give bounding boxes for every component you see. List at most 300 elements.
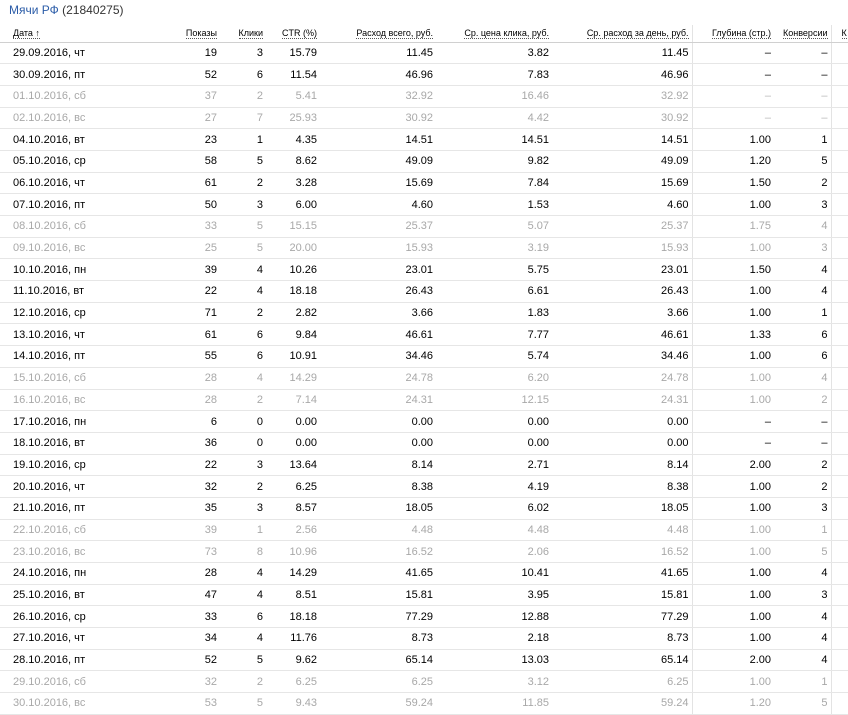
cell-clicks: 6 <box>220 324 266 346</box>
cell-ctr: 10.91 <box>266 346 320 368</box>
cell-clicks: 2 <box>220 671 266 693</box>
col-header-clicks[interactable]: Клики <box>220 25 266 42</box>
cell-clicks: 0 <box>220 411 266 433</box>
cell-spend: 34.46 <box>320 346 436 368</box>
cell-date: 30.10.2016, вс <box>0 693 95 715</box>
cell-clicks: 4 <box>220 367 266 389</box>
campaign-name-link[interactable]: Мячи РФ <box>9 3 59 17</box>
cell-cpc: 4.42 <box>436 107 552 129</box>
cell-ctr: 14.29 <box>266 563 320 585</box>
cell-shows: 34 <box>95 628 220 650</box>
cell-shows: 37 <box>95 85 220 107</box>
cell-spend: 8.14 <box>320 454 436 476</box>
cell-shows: 39 <box>95 259 220 281</box>
cell-cpc: 3.12 <box>436 671 552 693</box>
cell-cpc: 2.06 <box>436 541 552 563</box>
cell-extra <box>831 411 848 433</box>
table-row <box>0 107 848 129</box>
table-row <box>0 259 848 281</box>
cell-depth: 2.00 <box>692 649 774 671</box>
cell-daily: 18.05 <box>552 497 692 519</box>
table-row <box>0 693 848 715</box>
cell-conversions: 4 <box>774 563 831 585</box>
cell-extra <box>831 324 848 346</box>
cell-cpc: 6.02 <box>436 497 552 519</box>
cell-daily: 32.92 <box>552 85 692 107</box>
table-header-row <box>0 25 848 42</box>
cell-depth: 2.00 <box>692 454 774 476</box>
table-row <box>0 671 848 693</box>
cell-extra <box>831 671 848 693</box>
cell-date: 17.10.2016, пн <box>0 411 95 433</box>
cell-extra <box>831 302 848 324</box>
col-header-ctr[interactable]: CTR (%) <box>266 25 320 42</box>
cell-clicks: 4 <box>220 563 266 585</box>
cell-daily: 59.24 <box>552 693 692 715</box>
cell-spend: 25.37 <box>320 216 436 238</box>
cell-daily: 14.51 <box>552 129 692 151</box>
cell-spend: 24.31 <box>320 389 436 411</box>
cell-conversions: 6 <box>774 346 831 368</box>
cell-date: 10.10.2016, пн <box>0 259 95 281</box>
cell-shows: 19 <box>95 42 220 64</box>
cell-date: 29.09.2016, чт <box>0 42 95 64</box>
cell-spend: 4.48 <box>320 519 436 541</box>
cell-depth: 1.50 <box>692 172 774 194</box>
col-header-extra[interactable]: К <box>831 25 848 42</box>
cell-shows: 28 <box>95 367 220 389</box>
cell-cpc: 5.75 <box>436 259 552 281</box>
cell-shows: 32 <box>95 671 220 693</box>
table-row <box>0 150 848 172</box>
cell-cpc: 6.61 <box>436 281 552 303</box>
cell-extra <box>831 519 848 541</box>
cell-daily: 77.29 <box>552 606 692 628</box>
cell-conversions: 5 <box>774 150 831 172</box>
cell-conversions: – <box>774 42 831 64</box>
cell-ctr: 4.35 <box>266 129 320 151</box>
cell-shows: 36 <box>95 432 220 454</box>
cell-date: 29.10.2016, сб <box>0 671 95 693</box>
cell-clicks: 5 <box>220 150 266 172</box>
cell-extra <box>831 649 848 671</box>
cell-extra <box>831 107 848 129</box>
cell-extra <box>831 346 848 368</box>
cell-ctr: 8.57 <box>266 497 320 519</box>
cell-shows: 73 <box>95 541 220 563</box>
cell-extra <box>831 476 848 498</box>
cell-conversions: – <box>774 64 831 86</box>
cell-depth: 1.00 <box>692 628 774 650</box>
cell-cpc: 7.84 <box>436 172 552 194</box>
cell-ctr: 14.29 <box>266 367 320 389</box>
cell-spend: 77.29 <box>320 606 436 628</box>
cell-ctr: 6.25 <box>266 476 320 498</box>
cell-daily: 8.38 <box>552 476 692 498</box>
cell-ctr: 0.00 <box>266 432 320 454</box>
cell-spend: 41.65 <box>320 563 436 585</box>
cell-ctr: 6.25 <box>266 671 320 693</box>
cell-depth: 1.00 <box>692 367 774 389</box>
cell-depth: 1.00 <box>692 497 774 519</box>
cell-shows: 61 <box>95 172 220 194</box>
cell-ctr: 2.82 <box>266 302 320 324</box>
cell-cpc: 12.15 <box>436 389 552 411</box>
cell-depth: 1.00 <box>692 346 774 368</box>
cell-spend: 49.09 <box>320 150 436 172</box>
cell-ctr: 11.76 <box>266 628 320 650</box>
cell-conversions: 4 <box>774 628 831 650</box>
cell-clicks: 3 <box>220 42 266 64</box>
cell-clicks: 4 <box>220 584 266 606</box>
cell-shows: 6 <box>95 411 220 433</box>
cell-ctr: 6.00 <box>266 194 320 216</box>
cell-conversions: 1 <box>774 671 831 693</box>
table-row <box>0 64 848 86</box>
cell-conversions: 3 <box>774 237 831 259</box>
cell-daily: 0.00 <box>552 432 692 454</box>
cell-depth: 1.00 <box>692 281 774 303</box>
cell-date: 01.10.2016, сб <box>0 85 95 107</box>
cell-date: 11.10.2016, вт <box>0 281 95 303</box>
cell-date: 12.10.2016, ср <box>0 302 95 324</box>
table-row <box>0 367 848 389</box>
cell-cpc: 14.51 <box>436 129 552 151</box>
cell-extra <box>831 497 848 519</box>
cell-ctr: 9.62 <box>266 649 320 671</box>
cell-ctr: 9.43 <box>266 693 320 715</box>
cell-daily: 15.93 <box>552 237 692 259</box>
cell-depth: – <box>692 64 774 86</box>
cell-cpc: 0.00 <box>436 411 552 433</box>
cell-cpc: 12.88 <box>436 606 552 628</box>
cell-conversions: 2 <box>774 172 831 194</box>
cell-date: 04.10.2016, вт <box>0 129 95 151</box>
cell-ctr: 10.26 <box>266 259 320 281</box>
cell-depth: 1.00 <box>692 606 774 628</box>
cell-date: 30.09.2016, пт <box>0 64 95 86</box>
cell-clicks: 2 <box>220 85 266 107</box>
cell-cpc: 1.53 <box>436 194 552 216</box>
campaign-title <box>9 3 124 17</box>
cell-cpc: 3.19 <box>436 237 552 259</box>
cell-spend: 3.66 <box>320 302 436 324</box>
cell-spend: 15.93 <box>320 237 436 259</box>
cell-conversions: 6 <box>774 324 831 346</box>
cell-depth: 1.75 <box>692 216 774 238</box>
cell-depth: 1.20 <box>692 693 774 715</box>
cell-shows: 35 <box>95 497 220 519</box>
cell-cpc: 9.82 <box>436 150 552 172</box>
col-header-cpc[interactable]: Ср. цена клика, руб. <box>436 25 552 42</box>
cell-depth: 1.00 <box>692 563 774 585</box>
cell-conversions: 4 <box>774 606 831 628</box>
cell-conversions: 4 <box>774 649 831 671</box>
cell-extra <box>831 172 848 194</box>
cell-daily: 15.69 <box>552 172 692 194</box>
cell-extra <box>831 216 848 238</box>
col-header-conversions[interactable]: Конверсии <box>774 25 831 42</box>
cell-shows: 58 <box>95 150 220 172</box>
cell-extra <box>831 367 848 389</box>
cell-spend: 18.05 <box>320 497 436 519</box>
cell-clicks: 5 <box>220 649 266 671</box>
cell-date: 15.10.2016, сб <box>0 367 95 389</box>
col-header-date[interactable]: Дата ↑ <box>0 25 95 42</box>
cell-ctr: 13.64 <box>266 454 320 476</box>
cell-ctr: 15.79 <box>266 42 320 64</box>
cell-depth: – <box>692 85 774 107</box>
cell-cpc: 5.07 <box>436 216 552 238</box>
cell-date: 20.10.2016, чт <box>0 476 95 498</box>
cell-clicks: 3 <box>220 194 266 216</box>
cell-cpc: 10.41 <box>436 563 552 585</box>
cell-cpc: 4.48 <box>436 519 552 541</box>
cell-daily: 46.96 <box>552 64 692 86</box>
cell-shows: 28 <box>95 563 220 585</box>
table-row <box>0 541 848 563</box>
cell-daily: 24.31 <box>552 389 692 411</box>
cell-daily: 23.01 <box>552 259 692 281</box>
cell-depth: 1.00 <box>692 389 774 411</box>
cell-depth: 1.00 <box>692 671 774 693</box>
cell-cpc: 11.85 <box>436 693 552 715</box>
cell-shows: 55 <box>95 346 220 368</box>
cell-shows: 22 <box>95 454 220 476</box>
cell-spend: 26.43 <box>320 281 436 303</box>
cell-conversions: 5 <box>774 693 831 715</box>
cell-cpc: 0.00 <box>436 432 552 454</box>
cell-spend: 46.96 <box>320 64 436 86</box>
cell-depth: 1.00 <box>692 541 774 563</box>
cell-daily: 4.48 <box>552 519 692 541</box>
cell-daily: 34.46 <box>552 346 692 368</box>
table-row <box>0 42 848 64</box>
cell-conversions: – <box>774 107 831 129</box>
cell-spend: 8.38 <box>320 476 436 498</box>
cell-extra <box>831 42 848 64</box>
cell-extra <box>831 281 848 303</box>
cell-ctr: 5.41 <box>266 85 320 107</box>
cell-depth: 1.00 <box>692 237 774 259</box>
cell-ctr: 0.00 <box>266 411 320 433</box>
cell-ctr: 15.15 <box>266 216 320 238</box>
cell-extra <box>831 606 848 628</box>
cell-clicks: 4 <box>220 281 266 303</box>
cell-clicks: 2 <box>220 389 266 411</box>
cell-shows: 33 <box>95 216 220 238</box>
table-row <box>0 649 848 671</box>
cell-date: 09.10.2016, вс <box>0 237 95 259</box>
cell-spend: 46.61 <box>320 324 436 346</box>
table-row <box>0 85 848 107</box>
col-header-shows[interactable]: Показы <box>95 25 220 42</box>
cell-clicks: 2 <box>220 172 266 194</box>
cell-depth: – <box>692 411 774 433</box>
cell-spend: 65.14 <box>320 649 436 671</box>
cell-date: 26.10.2016, ср <box>0 606 95 628</box>
cell-conversions: 2 <box>774 454 831 476</box>
cell-date: 05.10.2016, ср <box>0 150 95 172</box>
cell-date: 21.10.2016, пт <box>0 497 95 519</box>
cell-spend: 30.92 <box>320 107 436 129</box>
cell-daily: 25.37 <box>552 216 692 238</box>
cell-clicks: 2 <box>220 302 266 324</box>
cell-clicks: 8 <box>220 541 266 563</box>
cell-extra <box>831 432 848 454</box>
cell-conversions: – <box>774 411 831 433</box>
cell-extra <box>831 693 848 715</box>
cell-ctr: 25.93 <box>266 107 320 129</box>
cell-daily: 49.09 <box>552 150 692 172</box>
cell-cpc: 7.83 <box>436 64 552 86</box>
cell-daily: 30.92 <box>552 107 692 129</box>
cell-spend: 6.25 <box>320 671 436 693</box>
cell-spend: 11.45 <box>320 42 436 64</box>
table-row <box>0 606 848 628</box>
table-row <box>0 454 848 476</box>
cell-daily: 8.14 <box>552 454 692 476</box>
cell-conversions: 3 <box>774 497 831 519</box>
cell-extra <box>831 85 848 107</box>
cell-shows: 28 <box>95 389 220 411</box>
cell-conversions: 3 <box>774 584 831 606</box>
cell-daily: 65.14 <box>552 649 692 671</box>
cell-ctr: 18.18 <box>266 281 320 303</box>
cell-cpc: 2.18 <box>436 628 552 650</box>
cell-shows: 61 <box>95 324 220 346</box>
cell-cpc: 7.77 <box>436 324 552 346</box>
cell-date: 02.10.2016, вс <box>0 107 95 129</box>
cell-clicks: 4 <box>220 628 266 650</box>
table-row <box>0 389 848 411</box>
cell-ctr: 2.56 <box>266 519 320 541</box>
cell-clicks: 7 <box>220 107 266 129</box>
cell-spend: 15.69 <box>320 172 436 194</box>
cell-shows: 52 <box>95 64 220 86</box>
cell-shows: 71 <box>95 302 220 324</box>
cell-conversions: – <box>774 85 831 107</box>
cell-daily: 4.60 <box>552 194 692 216</box>
cell-extra <box>831 150 848 172</box>
cell-shows: 50 <box>95 194 220 216</box>
cell-clicks: 6 <box>220 64 266 86</box>
cell-spend: 23.01 <box>320 259 436 281</box>
cell-cpc: 2.71 <box>436 454 552 476</box>
cell-date: 06.10.2016, чт <box>0 172 95 194</box>
cell-spend: 16.52 <box>320 541 436 563</box>
cell-conversions: 5 <box>774 541 831 563</box>
cell-conversions: 3 <box>774 194 831 216</box>
cell-extra <box>831 64 848 86</box>
cell-depth: – <box>692 432 774 454</box>
cell-shows: 39 <box>95 519 220 541</box>
cell-daily: 26.43 <box>552 281 692 303</box>
cell-daily: 8.73 <box>552 628 692 650</box>
cell-spend: 0.00 <box>320 432 436 454</box>
cell-shows: 47 <box>95 584 220 606</box>
cell-clicks: 6 <box>220 606 266 628</box>
table-row <box>0 476 848 498</box>
table-row <box>0 346 848 368</box>
table-row <box>0 411 848 433</box>
cell-shows: 22 <box>95 281 220 303</box>
cell-date: 14.10.2016, пт <box>0 346 95 368</box>
cell-spend: 32.92 <box>320 85 436 107</box>
cell-conversions: – <box>774 432 831 454</box>
table-row <box>0 172 848 194</box>
cell-spend: 15.81 <box>320 584 436 606</box>
cell-date: 24.10.2016, пн <box>0 563 95 585</box>
cell-depth: 1.00 <box>692 194 774 216</box>
cell-depth: 1.00 <box>692 302 774 324</box>
cell-clicks: 5 <box>220 237 266 259</box>
cell-daily: 24.78 <box>552 367 692 389</box>
cell-daily: 3.66 <box>552 302 692 324</box>
col-header-depth[interactable]: Глубина (стр.) <box>692 25 774 42</box>
cell-cpc: 1.83 <box>436 302 552 324</box>
cell-daily: 46.61 <box>552 324 692 346</box>
cell-date: 16.10.2016, вс <box>0 389 95 411</box>
cell-shows: 23 <box>95 129 220 151</box>
cell-clicks: 3 <box>220 497 266 519</box>
cell-extra <box>831 259 848 281</box>
cell-cpc: 4.19 <box>436 476 552 498</box>
cell-daily: 0.00 <box>552 411 692 433</box>
cell-conversions: 1 <box>774 519 831 541</box>
cell-shows: 32 <box>95 476 220 498</box>
cell-clicks: 5 <box>220 216 266 238</box>
cell-depth: 1.33 <box>692 324 774 346</box>
col-header-spend[interactable]: Расход всего, руб. <box>320 25 436 42</box>
cell-extra <box>831 563 848 585</box>
cell-shows: 53 <box>95 693 220 715</box>
cell-ctr: 10.96 <box>266 541 320 563</box>
cell-cpc: 5.74 <box>436 346 552 368</box>
cell-ctr: 7.14 <box>266 389 320 411</box>
cell-clicks: 3 <box>220 454 266 476</box>
cell-conversions: 1 <box>774 129 831 151</box>
cell-spend: 59.24 <box>320 693 436 715</box>
cell-ctr: 8.51 <box>266 584 320 606</box>
cell-clicks: 5 <box>220 693 266 715</box>
cell-conversions: 1 <box>774 302 831 324</box>
cell-spend: 24.78 <box>320 367 436 389</box>
table-row <box>0 563 848 585</box>
cell-extra <box>831 129 848 151</box>
cell-daily: 15.81 <box>552 584 692 606</box>
cell-cpc: 3.82 <box>436 42 552 64</box>
cell-clicks: 0 <box>220 432 266 454</box>
cell-ctr: 18.18 <box>266 606 320 628</box>
cell-daily: 11.45 <box>552 42 692 64</box>
table-row <box>0 628 848 650</box>
cell-extra <box>831 194 848 216</box>
cell-ctr: 11.54 <box>266 64 320 86</box>
cell-conversions: 2 <box>774 476 831 498</box>
cell-clicks: 6 <box>220 346 266 368</box>
cell-clicks: 1 <box>220 519 266 541</box>
cell-spend: 4.60 <box>320 194 436 216</box>
cell-clicks: 1 <box>220 129 266 151</box>
table-row <box>0 324 848 346</box>
cell-ctr: 9.84 <box>266 324 320 346</box>
col-header-daily[interactable]: Ср. расход за день, руб. <box>552 25 692 42</box>
cell-spend: 14.51 <box>320 129 436 151</box>
cell-date: 07.10.2016, пт <box>0 194 95 216</box>
cell-depth: – <box>692 107 774 129</box>
cell-shows: 27 <box>95 107 220 129</box>
